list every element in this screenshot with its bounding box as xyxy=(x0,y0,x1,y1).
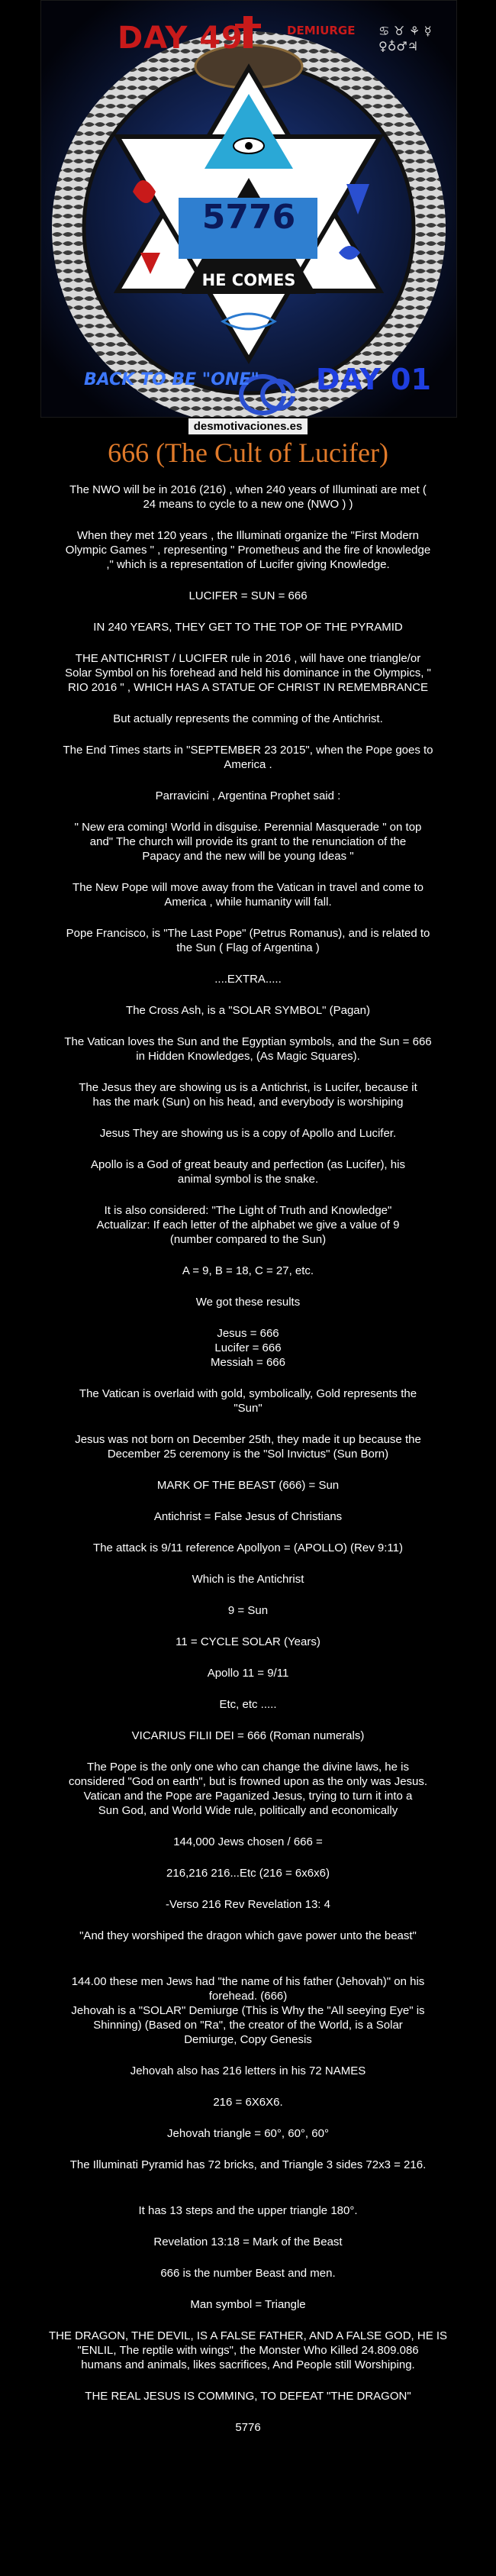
poster-glyphs: ♋ ♉ ⚘ ☿ ♀♁♂♃ xyxy=(378,24,432,53)
article-paragraph: 216 = 6X6X6. xyxy=(213,2096,283,2109)
article-paragraph: Antichrist = False Jesus of Christians xyxy=(153,1510,343,1523)
article-paragraph: 144,000 Jews chosen / 666 = xyxy=(173,1835,323,1848)
poster-back-to: BACK TO BE "ONE" xyxy=(84,370,259,389)
poster-day-top: DAY 49 xyxy=(118,21,243,56)
poster-number: 5776 xyxy=(201,198,296,237)
article-paragraph: It is also considered: "The Light of Truth and Knowledge" Actualizar: If each letter of the alphabet we give a value of 9 (number compared to the Sun) xyxy=(96,1204,400,1246)
article-paragraph: 9 = Sun xyxy=(227,1604,269,1617)
article-paragraph: The Illuminati Pyramid has 72 bricks, and Triangle 3 sides 72x3 = 216. xyxy=(69,2158,427,2171)
article-paragraph: THE DRAGON, THE DEVIL, IS A FALSE FATHER, AND A FALSE GOD, HE IS "ENLIL, The reptile with wings", the Monster Who Killed 24.809.086 humans and animals, likes sacrifices, And People still Worshiping. xyxy=(48,2329,448,2371)
article-paragraph: Jesus was not born on December 25th, they made it up because the December 25 ceremony is the "Sol Invictus" (Sun Born) xyxy=(75,1433,421,1461)
article-paragraph: Apollo is a God of great beauty and perfection (as Lucifer), his animal symbol is the snake. xyxy=(91,1158,405,1186)
page-title: 666 (The Cult of Lucifer) xyxy=(108,437,388,468)
article-paragraph: Jesus They are showing us is a copy of Apollo and Lucifer. xyxy=(99,1127,397,1140)
article-paragraph: But actually represents the comming of the Antichrist. xyxy=(113,712,383,725)
article-paragraph: Parravicini , Argentina Prophet said : xyxy=(155,789,341,802)
poster-subtitle: HE COMES xyxy=(201,271,296,289)
article-paragraph: " New era coming! World in disguise. Perennial Masquerade " on top and" The church will provide its grant to the renunciation of the Papacy and the new will be young Ideas " xyxy=(74,821,422,863)
article-paragraph: Revelation 13:18 = Mark of the Beast xyxy=(153,2235,343,2248)
article-paragraph: 5776 xyxy=(235,2421,261,2434)
article-paragraph: 216,216 216...Etc (216 = 6x6x6) xyxy=(166,1867,330,1880)
article-paragraph: ....EXTRA..... xyxy=(214,973,282,986)
article-paragraph: Jesus = 666 Lucifer = 666 Messiah = 666 xyxy=(211,1327,285,1369)
article-paragraph: 666 is the number Beast and men. xyxy=(160,2267,336,2280)
article-paragraph: Man symbol = Triangle xyxy=(190,2298,306,2311)
poster-demiurge: DEMIURGE xyxy=(287,24,356,37)
article-paragraph: We got these results xyxy=(195,1296,301,1309)
article-paragraph: The NWO will be in 2016 (216) , when 240 years of Illuminati are met ( 24 means to cycle to a new one (NWO ) ) xyxy=(69,483,427,511)
article-paragraph: When they met 120 years , the Illuminati organize the "First Modern Olympic Games " , representing " Prometheus and the fire of knowledge ," which is a representation of Lucifer giving Knowledge. xyxy=(65,529,431,571)
article-paragraph: MARK OF THE BEAST (666) = Sun xyxy=(156,1479,340,1492)
article-paragraph: The Vatican loves the Sun and the Egyptian symbols, and the Sun = 666 in Hidden Knowledges, (As Magic Squares). xyxy=(64,1035,432,1063)
article-paragraph: The attack is 9/11 reference Apollyon = (APOLLO) (Rev 9:11) xyxy=(93,1541,403,1554)
article-paragraph: The Cross Ash, is a "SOLAR SYMBOL" (Pagan) xyxy=(126,1004,370,1017)
article-paragraph: Etc, etc ..... xyxy=(219,1698,277,1711)
article-paragraph: Jehovah triangle = 60°, 60°, 60° xyxy=(167,2127,329,2140)
article-body xyxy=(31,483,465,2452)
article-paragraph: LUCIFER = SUN = 666 xyxy=(188,589,308,602)
article-paragraph: A = 9, B = 18, C = 27, etc. xyxy=(182,1264,314,1277)
article-paragraph: Which is the Antichrist xyxy=(192,1573,304,1586)
article-paragraph: THE ANTICHRIST / LUCIFER rule in 2016 , will have one triangle/or Solar Symbol on his forehead and held his dominance in the Olympics, " RIO 2016 " , WHICH HAS A STATUE OF CHRIST IN REMEMBRANCE xyxy=(65,652,431,694)
article-paragraph: Jehovah also has 216 letters in his 72 NAMES xyxy=(130,2064,366,2077)
article-paragraph: Pope Francisco, is "The Last Pope" (Petrus Romanus), and is related to the Sun ( Flag of Argentina ) xyxy=(66,927,430,954)
site-watermark[interactable]: desmotivaciones.es xyxy=(188,418,308,434)
article-paragraph: "And they worshiped the dragon which gave power unto the beast" xyxy=(79,1929,417,1942)
article-paragraph: Apollo 11 = 9/11 xyxy=(207,1667,289,1680)
article-paragraph: VICARIUS FILII DEI = 666 (Roman numerals) xyxy=(131,1729,365,1742)
article-paragraph: The Vatican is overlaid with gold, symbolically, Gold represents the "Sun" xyxy=(79,1387,417,1415)
article-paragraph: 11 = CYCLE SOLAR (Years) xyxy=(176,1635,320,1648)
article-paragraph: The Jesus they are showing us is a Antichrist, is Lucifer, because it has the mark (Sun) on his head, and everybody is worshiping xyxy=(79,1081,417,1109)
article-paragraph: The End Times starts in "SEPTEMBER 23 2015", when the Pope goes to America . xyxy=(63,744,433,771)
article-paragraph: -Verso 216 Rev Revelation 13: 4 xyxy=(166,1898,330,1911)
poster-image xyxy=(40,0,457,418)
article-paragraph: The New Pope will move away from the Vatican in travel and come to America , while humanity will fall. xyxy=(72,881,424,909)
article-paragraph: It has 13 steps and the upper triangle 180°. xyxy=(138,2204,358,2217)
poster-day-bottom: DAY 01 xyxy=(316,363,431,396)
article-paragraph: IN 240 YEARS, THEY GET TO THE TOP OF THE PYRAMID xyxy=(93,621,403,634)
article-paragraph: 144.00 these men Jews had "the name of his father (Jehovah)" on his forehead. (666) Jehovah is a "SOLAR" Demiurge (This is Why the "All seeying Eye" is Shinning) (Based on "Ra", the creator of the World, is a Solar Demiurge, Copy Genesis xyxy=(71,1975,425,2046)
article-paragraph: THE REAL JESUS IS COMMING, TO DEFEAT "THE DRAGON" xyxy=(85,2390,411,2403)
article-paragraph: The Pope is the only one who can change the divine laws, he is considered "God on earth", but is frowned upon as the only was Jesus. Vatican and the Pope are Paganized Jesus, trying to turn it into a Sun God, and World Wide rule, politically and economically xyxy=(68,1761,428,1817)
